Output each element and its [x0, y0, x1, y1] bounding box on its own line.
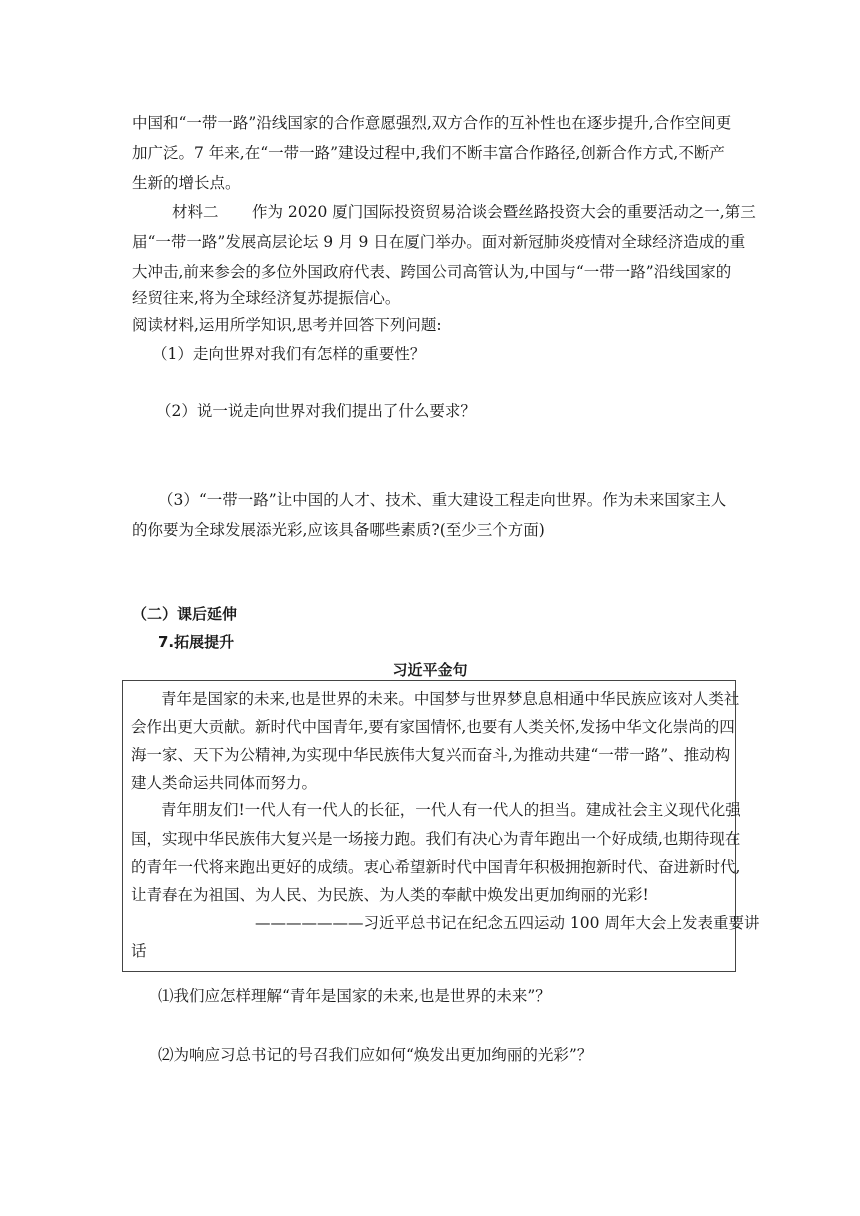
quote-line-2: 会作出更大贡献。新时代中国青年,要有家国情怀,也要有人类关怀,发扬中华文化崇尚的四: [131, 718, 735, 736]
material2-line-4: 经贸往来,将为全球经济复苏提振信心。: [132, 289, 401, 307]
question-3-line-2: 的你要为全球发展添光彩,应该具备哪些素质?(至少三个方面): [132, 521, 545, 539]
quote-box: [122, 680, 760, 972]
material2-line-3: 大冲击,前来参会的多位外国政府代表、跨国公司高管认为,中国与“一带一路”沿线国家的: [132, 263, 732, 281]
question-3-line-1: （3）“一带一路”让中国的人才、技术、重大建设工程走向世界。作为未来国家主人: [158, 491, 727, 509]
question-1: （1）走向世界对我们有怎样的重要性？: [152, 345, 426, 363]
quote-line-8: 让青春在为祖国、为人民、为民族、为人类的奉献中焕发出更加绚丽的光彩!: [131, 886, 649, 904]
material2-line-1: 作为 2020 厦门国际投资贸易洽谈会暨丝路投资大会的重要活动之一,第三: [252, 203, 756, 221]
quote-attribution-end: 话: [131, 942, 147, 960]
quote-line-5: 青年朋友们!一代人有一代人的长征，一代人有一代人的担当。建成社会主义现代化强: [161, 801, 741, 819]
quote-line-3: 海一家、天下为公精神,为实现中华民族伟大复兴而奋斗,为推动共建“一带一路”、推动构: [131, 746, 731, 764]
followup-question-2: ⑵为响应习总书记的号召我们应如何“焕发出更加绚丽的光彩”？: [158, 1046, 593, 1064]
section-heading: （二）课后延伸: [132, 605, 238, 623]
quote-attribution: ———————习近平总书记在纪念五四运动 100 周年大会上发表重要讲: [255, 914, 760, 932]
material2-label: 材料二: [172, 203, 219, 221]
material1-line-3: 生新的增长点。: [132, 174, 241, 192]
quote-line-7: 的青年一代将来跑出更好的成绩。衷心希望新时代中国青年积极拥抱新时代、奋进新时代,: [131, 858, 741, 876]
question-2: （2）说一说走向世界对我们提出了什么要求？: [156, 402, 476, 420]
quote-line-4: 建人类命运共同体而努力。: [131, 774, 318, 792]
followup-question-1: ⑴我们应怎样理解“青年是国家的未来,也是世界的未来”？: [158, 987, 551, 1005]
material1-line-1: 中国和“一带一路”沿线国家的合作意愿强烈,双方合作的互补性也在逐步提升,合作空间更: [132, 114, 732, 132]
material2-line-2: 届“一带一路”发展高层论坛 9 月 9 日在厦门举办。面对新冠肺炎疫情对全球经济造成的重: [132, 233, 746, 251]
quote-line-1: 青年是国家的未来,也是世界的未来。中国梦与世界梦息息相通中华民族应该对人类社: [161, 690, 740, 708]
section-subheading: 7.拓展提升: [158, 633, 235, 651]
quote-line-6: 国，实现中华民族伟大复兴是一场接力跑。我们有决心为青年跑出一个好成绩,也期待现在: [131, 830, 741, 848]
material1-line-2: 加广泛。7 年来,在“一带一路”建设过程中,我们不断丰富合作路径,创新合作方式,不断产: [132, 144, 725, 162]
quote-box-title: 习近平金句: [392, 661, 468, 679]
instruction-text: 阅读材料,运用所学知识,思考并回答下列问题:: [132, 316, 442, 334]
